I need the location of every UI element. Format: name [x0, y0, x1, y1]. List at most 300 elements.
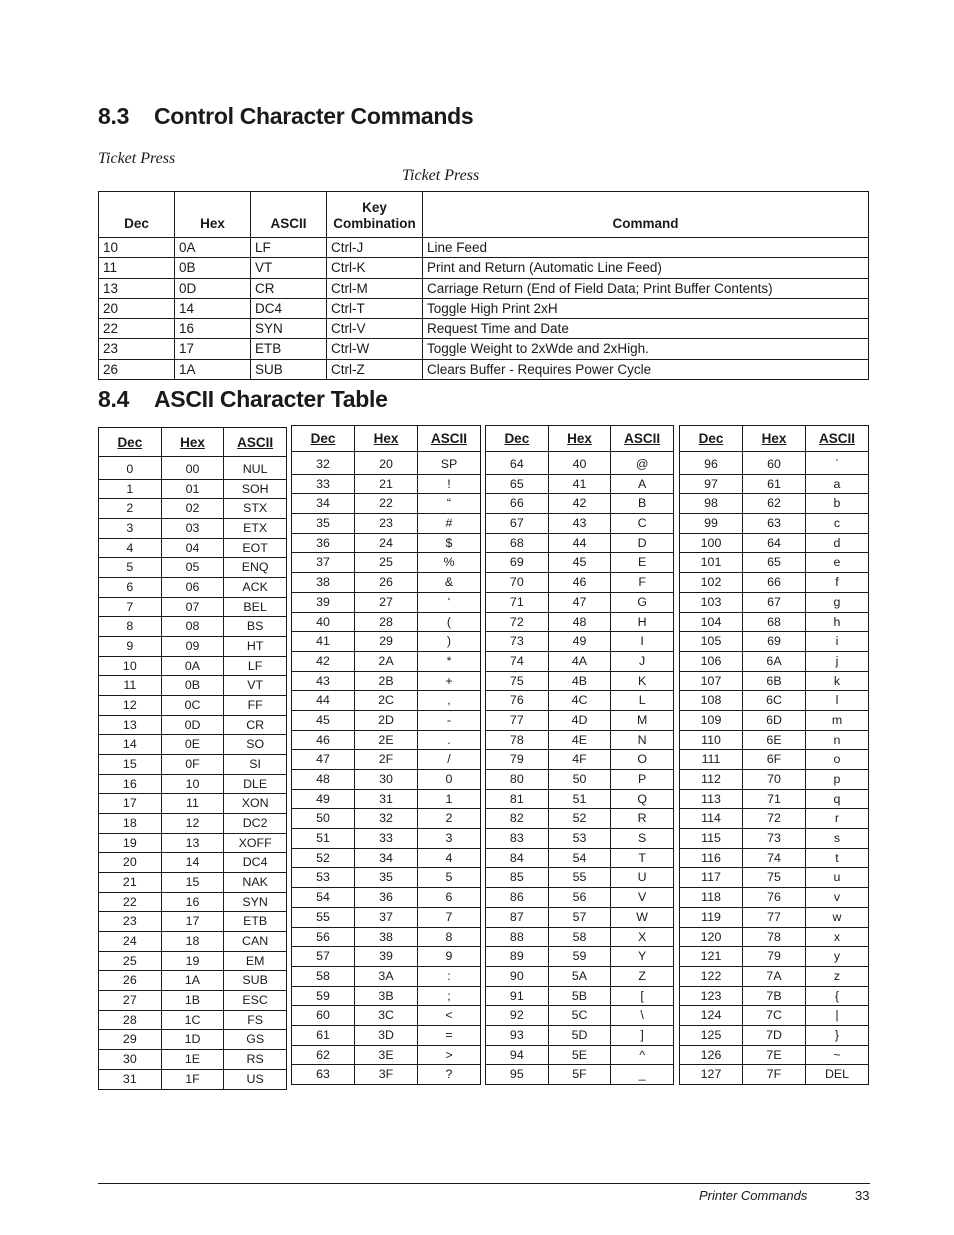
table-row [99, 578, 287, 598]
table-row [680, 514, 869, 534]
table-row [292, 868, 481, 888]
cell-dec: 59 [292, 986, 355, 1006]
cell-dec: 49 [292, 789, 355, 809]
cell-hex: 6E [743, 730, 806, 750]
cell-hex: 12 [161, 814, 224, 834]
cell-hex: 48 [548, 612, 611, 632]
cell-hex: 7A [743, 966, 806, 986]
cell-ascii: CR [224, 715, 287, 735]
cell-ascii: b [806, 494, 869, 514]
table-row [486, 553, 674, 573]
cell-ascii: ETB [251, 339, 327, 359]
cell-hex: 6B [743, 671, 806, 691]
table-row [99, 1069, 287, 1089]
cell-ascii: f [806, 573, 869, 593]
cell-hex: 11 [161, 794, 224, 814]
cell-ascii: ETX [224, 519, 287, 539]
cell-ascii: _ [611, 1065, 674, 1085]
section-heading-8-3 [98, 103, 473, 130]
cell-ascii: o [806, 750, 869, 770]
cell-dec: 1 [99, 479, 162, 499]
cell-hex: 49 [548, 632, 611, 652]
table-row [292, 671, 481, 691]
cell-dec: 110 [680, 730, 743, 750]
cell-dec: 24 [99, 932, 162, 952]
table-row [680, 651, 869, 671]
cell-dec: 77 [486, 710, 549, 730]
table-row [292, 494, 481, 514]
cell-hex: 31 [355, 789, 418, 809]
cell-ascii: W [611, 907, 674, 927]
cell-ascii: 1 [418, 789, 481, 809]
cell-dec: 89 [486, 947, 549, 967]
table-row [486, 750, 674, 770]
cell-dec: 26 [99, 971, 162, 991]
header-ascii: ASCII [418, 426, 481, 452]
cell-ascii: | [806, 1006, 869, 1026]
cell-dec: 2 [99, 499, 162, 519]
cell-dec: 123 [680, 986, 743, 1006]
footer-page-number: 33 [855, 1188, 870, 1203]
cell-ascii: FS [224, 1010, 287, 1030]
cell-dec: 47 [292, 750, 355, 770]
cell-ascii: ENQ [224, 558, 287, 578]
cell-ascii: g [806, 592, 869, 612]
table-row [680, 789, 869, 809]
cell-ascii: LF [251, 238, 327, 258]
table-row [486, 691, 674, 711]
cell-dec: 82 [486, 809, 549, 829]
cell-ascii: G [611, 592, 674, 612]
cell-dec: 111 [680, 750, 743, 770]
cell-ascii: 5 [418, 868, 481, 888]
cell-ascii: u [806, 868, 869, 888]
cell-hex: 4F [548, 750, 611, 770]
table-row [486, 1025, 674, 1045]
cell-dec: 61 [292, 1025, 355, 1045]
table-row [486, 1045, 674, 1065]
table-row [292, 947, 481, 967]
cell-ascii: 4 [418, 848, 481, 868]
cell-hex: 44 [548, 533, 611, 553]
table-row [486, 632, 674, 652]
cell-dec: 84 [486, 848, 549, 868]
table-row [292, 888, 481, 908]
cell-ascii: a [806, 474, 869, 494]
table-row [680, 986, 869, 1006]
table-row [680, 966, 869, 986]
cell-dec: 78 [486, 730, 549, 750]
cell-ascii: \ [611, 1006, 674, 1026]
table-row [99, 617, 287, 637]
table-row [680, 809, 869, 829]
cell-hex: 57 [548, 907, 611, 927]
cell-hex: 5B [548, 986, 611, 1006]
table-row [680, 474, 869, 494]
table-row [99, 814, 287, 834]
cell-dec: 22 [99, 892, 162, 912]
cell-ascii: F [611, 573, 674, 593]
cell-ascii: 6 [418, 888, 481, 908]
cell-hex: 09 [161, 637, 224, 657]
cell-ascii: SP [418, 455, 481, 474]
cell-hex: 6C [743, 691, 806, 711]
table-row [486, 1065, 674, 1085]
table-row [99, 637, 287, 657]
cell-dec: 114 [680, 809, 743, 829]
table-row [292, 1045, 481, 1065]
cell-dec: 22 [99, 319, 175, 339]
cell-hex: 69 [743, 632, 806, 652]
cell-hex: 15 [161, 873, 224, 893]
cell-ascii: M [611, 710, 674, 730]
cell-dec: 124 [680, 1006, 743, 1026]
cell-hex: 07 [161, 597, 224, 617]
cell-hex: 4E [548, 730, 611, 750]
table-row [486, 671, 674, 691]
table-row [680, 553, 869, 573]
cell-ascii: @ [611, 455, 674, 474]
table-row [680, 533, 869, 553]
cell-dec: 113 [680, 789, 743, 809]
cell-ascii: DC4 [251, 298, 327, 318]
cell-hex: 1C [161, 1010, 224, 1030]
cell-hex: 74 [743, 848, 806, 868]
table-row [680, 730, 869, 750]
cell-hex: 70 [743, 770, 806, 790]
cell-ascii: < [418, 1006, 481, 1026]
table-row [486, 612, 674, 632]
table-row [680, 907, 869, 927]
cell-ascii: [ [611, 986, 674, 1006]
cell-ascii: k [806, 671, 869, 691]
table-row [486, 533, 674, 553]
cell-dec: 105 [680, 632, 743, 652]
cell-dec: 115 [680, 829, 743, 849]
cell-hex: 0D [175, 278, 251, 298]
cell-command: Request Time and Date [423, 319, 869, 339]
table-row [99, 853, 287, 873]
cell-ascii: GS [224, 1030, 287, 1050]
cell-ascii: h [806, 612, 869, 632]
table-row [486, 770, 674, 790]
cell-dec: 21 [99, 873, 162, 893]
cell-dec: 50 [292, 809, 355, 829]
cell-ascii: ] [611, 1025, 674, 1045]
cell-ascii: LF [224, 656, 287, 676]
cell-ascii: L [611, 691, 674, 711]
cell-ascii: 8 [418, 927, 481, 947]
cell-ascii: : [418, 966, 481, 986]
table-row [99, 558, 287, 578]
cell-dec: 62 [292, 1045, 355, 1065]
cell-hex: 25 [355, 553, 418, 573]
cell-dec: 11 [99, 676, 162, 696]
cell-ascii: I [611, 632, 674, 652]
table-row [99, 1010, 287, 1030]
cell-dec: 36 [292, 533, 355, 553]
table-row [486, 947, 674, 967]
cell-hex: 0D [161, 715, 224, 735]
cell-command: Line Feed [423, 238, 869, 258]
cell-dec: 30 [99, 1050, 162, 1070]
cell-dec: 67 [486, 514, 549, 534]
cell-hex: 36 [355, 888, 418, 908]
cell-dec: 96 [680, 455, 743, 474]
cell-hex: 2E [355, 730, 418, 750]
cell-ascii: d [806, 533, 869, 553]
table-row [99, 991, 287, 1011]
cell-ascii: VT [251, 258, 327, 278]
cell-dec: 18 [99, 814, 162, 834]
table-row [99, 1050, 287, 1070]
table-row [99, 971, 287, 991]
cell-dec: 91 [486, 986, 549, 1006]
cell-hex: 51 [548, 789, 611, 809]
cell-command: Print and Return (Automatic Line Feed) [423, 258, 869, 278]
cell-ascii: ? [418, 1065, 481, 1085]
table-row [292, 514, 481, 534]
cell-dec: 100 [680, 533, 743, 553]
cell-ascii: t [806, 848, 869, 868]
cell-dec: 13 [99, 715, 162, 735]
cell-ascii: ; [418, 986, 481, 1006]
table-row [680, 888, 869, 908]
cell-ascii: z [806, 966, 869, 986]
cell-hex: 5E [548, 1045, 611, 1065]
cell-ascii: Y [611, 947, 674, 967]
cell-ascii: ETB [224, 912, 287, 932]
section-title: ASCII Character Table [154, 386, 388, 412]
cell-dec: 42 [292, 651, 355, 671]
cell-ascii: p [806, 770, 869, 790]
cell-ascii: m [806, 710, 869, 730]
table-row [99, 912, 287, 932]
cell-ascii: ‘ [418, 592, 481, 612]
cell-command: Clears Buffer - Requires Power Cycle [423, 359, 869, 379]
table-row [99, 755, 287, 775]
cell-ascii: & [418, 573, 481, 593]
cell-hex: 23 [355, 514, 418, 534]
cell-key-combination: Ctrl-V [327, 319, 423, 339]
cell-dec: 35 [292, 514, 355, 534]
cell-dec: 55 [292, 907, 355, 927]
cell-ascii: EM [224, 951, 287, 971]
cell-ascii: ~ [806, 1045, 869, 1065]
cell-dec: 54 [292, 888, 355, 908]
cell-dec: 85 [486, 868, 549, 888]
cell-hex: 6F [743, 750, 806, 770]
cell-hex: 50 [548, 770, 611, 790]
cell-ascii: i [806, 632, 869, 652]
table-row [680, 1006, 869, 1026]
table-row [99, 359, 869, 379]
cell-ascii: R [611, 809, 674, 829]
cell-hex: 62 [743, 494, 806, 514]
table-row [486, 710, 674, 730]
cell-dec: 17 [99, 794, 162, 814]
cell-dec: 39 [292, 592, 355, 612]
header-dec: Dec [99, 192, 175, 238]
cell-hex: 1E [161, 1050, 224, 1070]
cell-hex: 22 [355, 494, 418, 514]
cell-dec: 72 [486, 612, 549, 632]
ascii-table-4 [679, 425, 869, 1085]
table-row [486, 573, 674, 593]
cell-dec: 103 [680, 592, 743, 612]
cell-hex: 0A [161, 656, 224, 676]
cell-ascii: n [806, 730, 869, 750]
cell-dec: 53 [292, 868, 355, 888]
cell-dec: 46 [292, 730, 355, 750]
table-row [99, 298, 869, 318]
cell-dec: 57 [292, 947, 355, 967]
cell-dec: 83 [486, 829, 549, 849]
table-row [292, 553, 481, 573]
table-row [292, 612, 481, 632]
cell-dec: 106 [680, 651, 743, 671]
cell-dec: 120 [680, 927, 743, 947]
cell-hex: 18 [161, 932, 224, 952]
cell-ascii: DLE [224, 774, 287, 794]
table-row [680, 632, 869, 652]
cell-hex: 33 [355, 829, 418, 849]
cell-dec: 32 [292, 455, 355, 474]
cell-hex: 0B [175, 258, 251, 278]
cell-ascii: A [611, 474, 674, 494]
cell-dec: 29 [99, 1030, 162, 1050]
cell-ascii: SYN [224, 892, 287, 912]
cell-ascii: c [806, 514, 869, 534]
cell-dec: 126 [680, 1045, 743, 1065]
table-row [292, 730, 481, 750]
cell-key-combination: Ctrl-Z [327, 359, 423, 379]
cell-hex: 7C [743, 1006, 806, 1026]
cell-hex: 37 [355, 907, 418, 927]
cell-dec: 88 [486, 927, 549, 947]
table-row [680, 1025, 869, 1045]
cell-dec: 93 [486, 1025, 549, 1045]
table-row [292, 592, 481, 612]
table-row [292, 1025, 481, 1045]
cell-dec: 69 [486, 553, 549, 573]
cell-hex: 7B [743, 986, 806, 1006]
cell-hex: 7E [743, 1045, 806, 1065]
cell-hex: 4D [548, 710, 611, 730]
cell-hex: 41 [548, 474, 611, 494]
cell-hex: 27 [355, 592, 418, 612]
cell-key-combination: Ctrl-J [327, 238, 423, 258]
table-row [292, 907, 481, 927]
section-number: 8.4 [98, 386, 130, 412]
cell-ascii: H [611, 612, 674, 632]
cell-dec: 4 [99, 538, 162, 558]
cell-key-combination: Ctrl-W [327, 339, 423, 359]
cell-ascii: X [611, 927, 674, 947]
cell-hex: 60 [743, 455, 806, 474]
cell-hex: 66 [743, 573, 806, 593]
cell-ascii: U [611, 868, 674, 888]
cell-hex: 6D [743, 710, 806, 730]
table-row [99, 278, 869, 298]
cell-dec: 102 [680, 573, 743, 593]
table-row [99, 656, 287, 676]
cell-hex: 47 [548, 592, 611, 612]
cell-dec: 43 [292, 671, 355, 691]
table-row [680, 612, 869, 632]
table-row [292, 455, 481, 474]
cell-dec: 76 [486, 691, 549, 711]
cell-dec: 58 [292, 966, 355, 986]
table-row [99, 1030, 287, 1050]
cell-hex: 20 [355, 455, 418, 474]
cell-hex: 59 [548, 947, 611, 967]
table-row [680, 770, 869, 790]
cell-hex: 0F [161, 755, 224, 775]
header-dec: Dec [680, 426, 743, 452]
cell-dec: 38 [292, 573, 355, 593]
cell-hex: 2C [355, 691, 418, 711]
cell-key-combination: Ctrl-T [327, 298, 423, 318]
table-row [486, 474, 674, 494]
cell-dec: 40 [292, 612, 355, 632]
cell-hex: 5C [548, 1006, 611, 1026]
cell-hex: 68 [743, 612, 806, 632]
cell-hex: 64 [743, 533, 806, 553]
cell-ascii: s [806, 829, 869, 849]
cell-ascii: VT [224, 676, 287, 696]
cell-ascii: EOT [224, 538, 287, 558]
cell-hex: 4B [548, 671, 611, 691]
cell-dec: 99 [680, 514, 743, 534]
table-row [486, 789, 674, 809]
cell-ascii: l [806, 691, 869, 711]
cell-command: Toggle Weight to 2xWde and 2xHigh. [423, 339, 869, 359]
cell-hex: 45 [548, 553, 611, 573]
cell-hex: 7F [743, 1065, 806, 1085]
table-row [292, 789, 481, 809]
table-row [99, 932, 287, 952]
cell-ascii: BEL [224, 597, 287, 617]
cell-ascii: E [611, 553, 674, 573]
ascii-table-3 [485, 425, 674, 1085]
cell-hex: 17 [175, 339, 251, 359]
cell-ascii: w [806, 907, 869, 927]
cell-ascii: RS [224, 1050, 287, 1070]
cell-ascii: e [806, 553, 869, 573]
table-row [99, 538, 287, 558]
cell-hex: 10 [161, 774, 224, 794]
cell-dec: 44 [292, 691, 355, 711]
cell-dec: 81 [486, 789, 549, 809]
cell-dec: 118 [680, 888, 743, 908]
cell-ascii: DEL [806, 1065, 869, 1085]
cell-dec: 28 [99, 1010, 162, 1030]
cell-dec: 108 [680, 691, 743, 711]
cell-ascii: * [418, 651, 481, 671]
cell-hex: 30 [355, 770, 418, 790]
cell-ascii: SUB [251, 359, 327, 379]
cell-dec: 122 [680, 966, 743, 986]
cell-ascii: SI [224, 755, 287, 775]
cell-dec: 26 [99, 359, 175, 379]
cell-ascii: 0 [418, 770, 481, 790]
cell-hex: 03 [161, 519, 224, 539]
table-row [99, 794, 287, 814]
cell-ascii: 2 [418, 809, 481, 829]
cell-dec: 34 [292, 494, 355, 514]
cell-hex: 2A [355, 651, 418, 671]
